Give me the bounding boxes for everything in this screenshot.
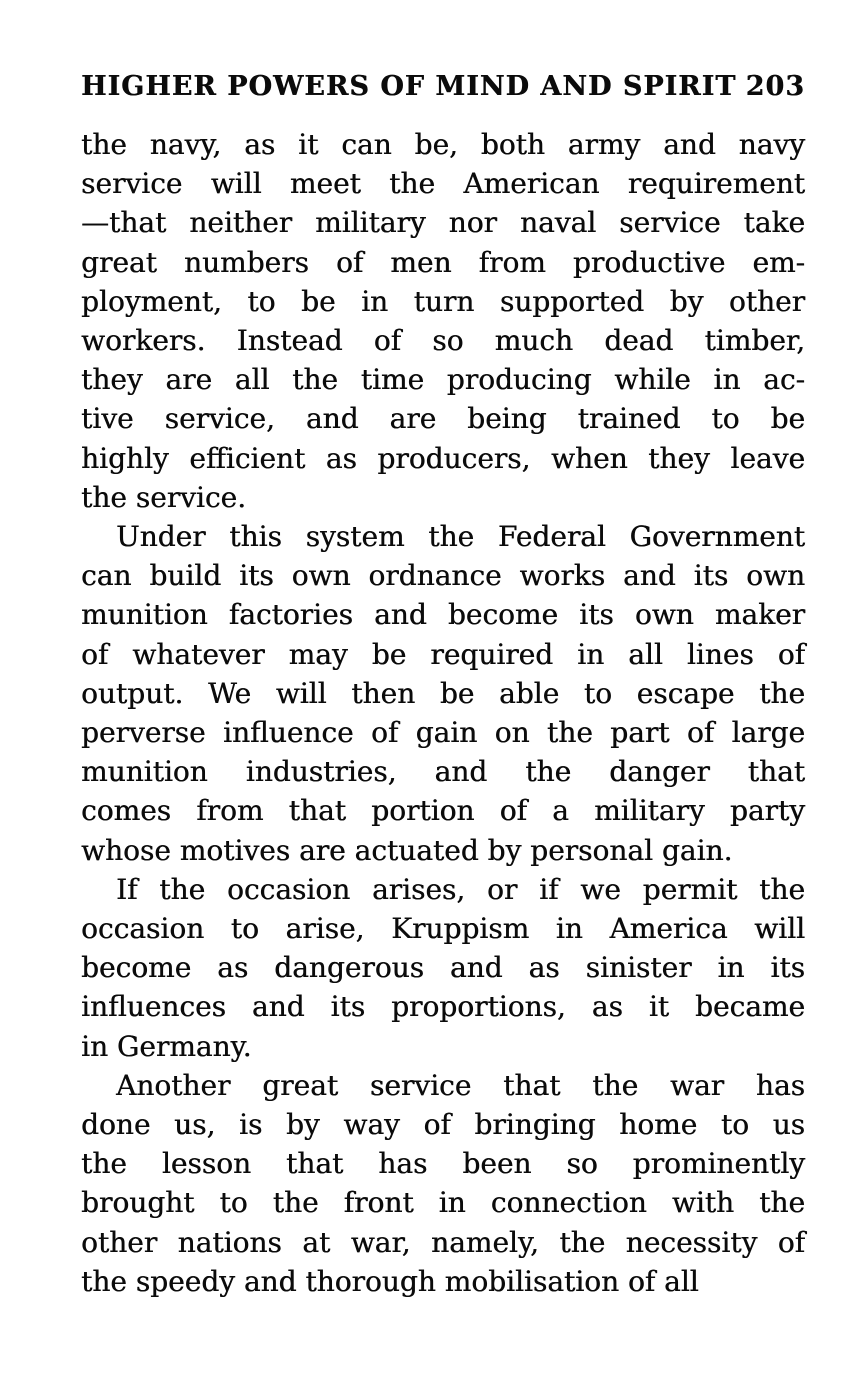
page-body — [81, 125, 805, 1301]
paragraph — [81, 125, 805, 517]
paragraph — [81, 517, 805, 870]
text-line: they are all the time producing while in ac- — [81, 363, 805, 397]
text-line: other nations at war, namely, the necessity of — [81, 1225, 805, 1259]
text-line: done us, is by way of bringing home to us — [81, 1108, 805, 1142]
text-line: ployment, to be in turn supported by other — [81, 284, 805, 318]
text-line: whose motives are actuated by personal gain. — [81, 833, 733, 867]
page-number: 203 — [745, 71, 805, 102]
text-line: influences and its proportions, as it became — [81, 990, 805, 1024]
text-line: —that neither military nor naval service take — [81, 206, 805, 240]
text-line: munition factories and become its own maker — [81, 598, 805, 632]
text-line: become as dangerous and as sinister in its — [81, 951, 805, 985]
running-head — [81, 71, 805, 102]
text-line: brought to the front in connection with the — [81, 1186, 805, 1220]
text-line: highly efficient as producers, when they leave — [81, 441, 805, 475]
text-line: the navy, as it can be, both army and navy — [81, 128, 805, 161]
text-line: comes from that portion of a military party — [81, 794, 805, 828]
text-line: Under this system the Federal Government — [116, 520, 805, 554]
text-line: Another great service that the war has — [116, 1068, 805, 1102]
text-line: the service. — [81, 480, 247, 514]
paragraph — [81, 1066, 805, 1301]
text-line: perverse influence of gain on the part of large — [81, 716, 805, 750]
text-line: can build its own ordnance works and its own — [81, 559, 805, 593]
text-line: the speedy and thorough mobilisation of all — [81, 1264, 699, 1298]
text-line: munition industries, and the danger that — [81, 755, 805, 789]
text-line: If the occasion arises, or if we permit the — [116, 872, 805, 906]
text-line: workers. Instead of so much dead timber, — [81, 324, 805, 358]
text-line: service will meet the American requirement — [81, 167, 805, 201]
text-line: great numbers of men from productive em- — [81, 245, 805, 279]
text-line: occasion to arise, Kruppism in America will — [81, 912, 805, 946]
text-line: of whatever may be required in all lines of — [81, 637, 805, 671]
paragraph — [81, 870, 805, 1066]
text-line: tive service, and are being trained to be — [81, 402, 805, 436]
text-line: output. We will then be able to escape the — [81, 676, 805, 710]
running-head-title: HIGHER POWERS OF MIND AND SPIRIT — [81, 71, 737, 102]
text-line: in Germany. — [81, 1029, 252, 1063]
text-line: the lesson that has been so prominently — [81, 1147, 805, 1181]
